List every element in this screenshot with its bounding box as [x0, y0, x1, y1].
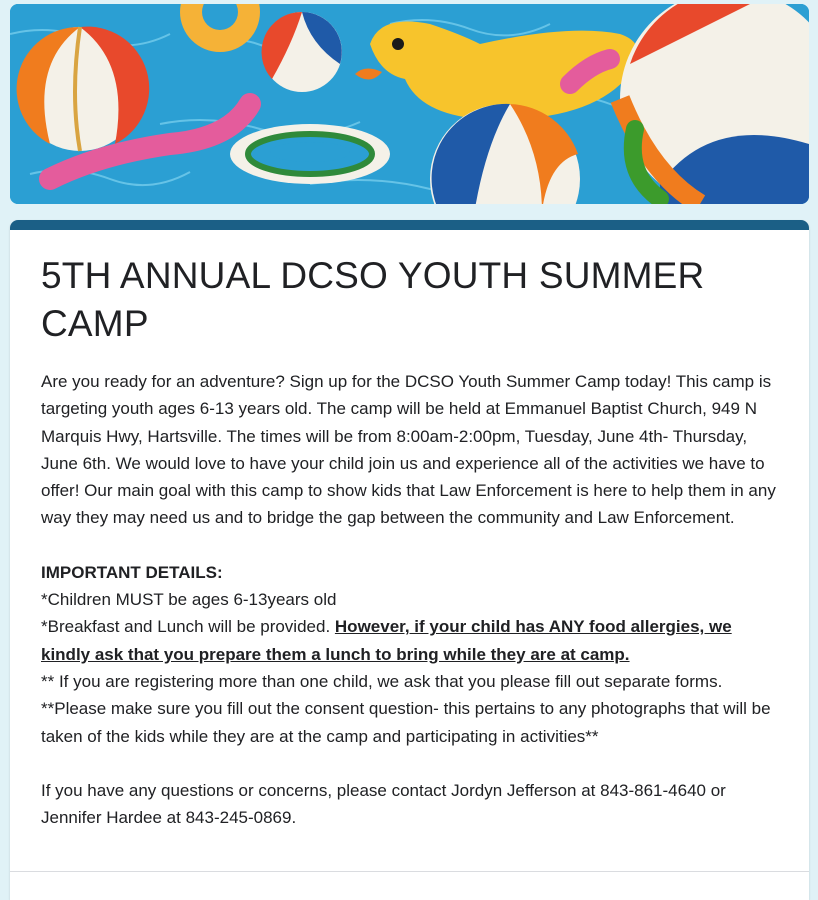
detail-meals [41, 613, 779, 668]
detail-multiple-children: ** If you are registering more than one child, we ask that you please fill out separate forms. [41, 671, 723, 691]
contact-info: If you have any questions or concerns, please contact Jordyn Jefferson at 843-861-4640 or Jennifer Hardee at 843-245-0869. [41, 780, 726, 828]
form-title: 5TH ANNUAL DCSO YOUTH SUMMER CAMP [41, 255, 705, 344]
detail-consent: **Please make sure you fill out the consent question- this pertains to any photographs that will be taken of the kids while they are at the camp and participating in activities** [41, 699, 771, 746]
details-heading: IMPORTANT DETAILS: [41, 562, 223, 582]
pool-toys-illustration [10, 4, 809, 204]
allergy-notice: However, if your child has ANY food allergies, we kindly ask that you prepare them a lunch to bring while they are at camp. [41, 617, 732, 664]
detail-ages: *Children MUST be ages 6-13years old [41, 590, 337, 610]
detail-meals-text: *Breakfast and Lunch will be provided. [41, 617, 335, 637]
beach-ball-left [17, 27, 150, 151]
card-accent-bar [10, 220, 809, 230]
card-divider [10, 871, 809, 872]
inflatable-ring [230, 124, 390, 184]
header-banner-image [10, 4, 809, 204]
beach-ball-small [262, 12, 342, 92]
form-header-card [10, 220, 809, 900]
form-description [41, 368, 779, 831]
intro-paragraph: Are you ready for an adventure? Sign up for the DCSO Youth Summer Camp today! This camp is targeting youth ages 6-13 years old. The camp will be held at Emmanuel Baptist Church, 949 N Marquis Hwy, Hartsville. The times will be from 8:00am-2:00pm, Tuesday, June 4th- Thursday, June 6th. We would love to have your child join us and experience all of the activities we have to offer! Our main goal with this camp to show kids that Law Enforcement is here to help them in any way they may need us and to bridge the gap between the community and Law Enforcement. [41, 372, 776, 528]
